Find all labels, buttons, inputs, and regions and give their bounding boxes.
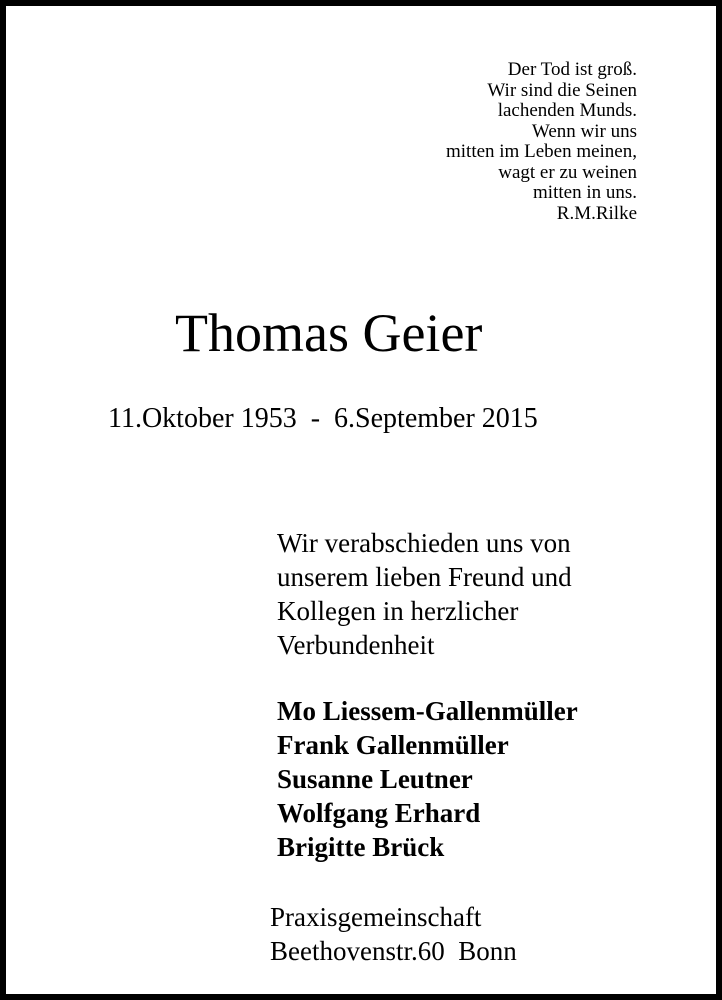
- message-line: Verbundenheit: [277, 630, 435, 660]
- poem-line: wagt er zu weinen: [498, 161, 637, 183]
- signer-name: Susanne Leutner: [277, 764, 473, 794]
- poem-line: Wenn wir uns: [531, 120, 637, 142]
- poem-author: R.M.Rilke: [556, 202, 637, 224]
- poem-line: lachenden Munds.: [497, 100, 637, 121]
- practice-address: Beethovenstr.60 Bonn: [270, 936, 517, 966]
- signer-name: Frank Gallenmüller: [277, 730, 509, 760]
- practice-name: Praxisgemeinschaft: [270, 902, 482, 932]
- message-line: unserem lieben Freund und: [277, 562, 572, 592]
- deceased-name: Thomas Geier: [175, 303, 483, 363]
- farewell-message: [277, 526, 572, 662]
- poem-line: mitten in uns.: [533, 182, 637, 203]
- message-line: Kollegen in herzlicher: [277, 596, 519, 626]
- signer-name: Mo Liessem-Gallenmüller: [277, 696, 578, 726]
- signers-list: [277, 694, 578, 864]
- poem-line: Wir sind die Seinen: [487, 79, 637, 101]
- signer-name: Wolfgang Erhard: [277, 798, 481, 828]
- rilke-poem: [446, 60, 637, 224]
- practice-info: [270, 900, 517, 968]
- life-dates: 11.Oktober 1953 - 6.September 2015: [108, 403, 538, 434]
- poem-line: Der Tod ist groß.: [507, 59, 637, 80]
- message-line: Wir verabschieden uns von: [277, 528, 571, 558]
- signer-name: Brigitte Brück: [277, 832, 445, 862]
- poem-line: mitten im Leben meinen,: [445, 141, 637, 162]
